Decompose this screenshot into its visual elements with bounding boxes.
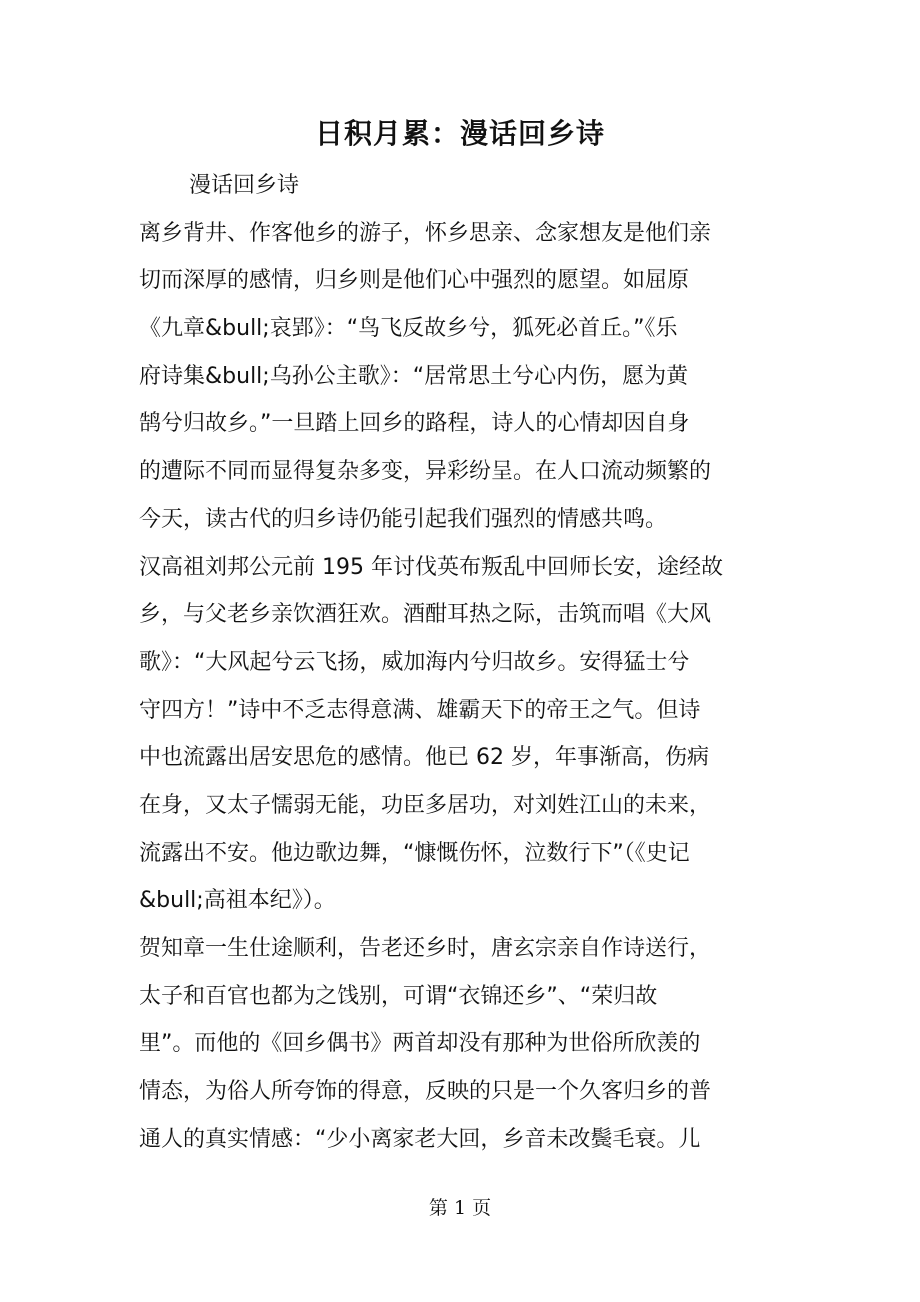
- document-subtitle: 漫话回乡诗: [189, 173, 300, 198]
- body-line: 太子和百官也都为之饯别，可谓“衣锦还乡”、“荣归故: [139, 983, 658, 1009]
- body-line: 情态，为俗人所夸饰的得意，反映的只是一个久客归乡的普: [139, 1079, 712, 1105]
- body-line: 鹄兮归故乡。”一旦踏上回乡的路程，诗人的心情却因自身: [139, 411, 690, 437]
- body-line: 乡，与父老乡亲饮酒狂欢。酒酣耳热之际，击筑而唱《大风: [139, 602, 712, 628]
- body-line: 流露出不安。他边歌边舞，“慷慨伤怀，泣数行下”（《史记: [139, 840, 690, 866]
- body-line: 《九章&bull;哀郢》：“鸟飞反故乡兮，狐死必首丘。”《乐: [139, 316, 678, 342]
- body-line: 守四方！”诗中不乏志得意满、雄霸天下的帝王之气。但诗: [139, 697, 701, 723]
- body-line: 歌》：“大风起兮云飞扬，威加海内兮归故乡。安得猛士兮: [139, 649, 690, 675]
- body-line: 的遭际不同而显得复杂多变，异彩纷呈。在人口流动频繁的: [139, 459, 712, 485]
- document-body: [139, 162, 789, 1163]
- body-line: 今天，读古代的归乡诗仍能引起我们强烈的情感共鸣。: [139, 506, 668, 532]
- body-line: 离乡背井、作客他乡的游子，怀乡思亲、念家想友是他们亲: [139, 220, 712, 246]
- body-line: 切而深厚的感情，归乡则是他们心中强烈的愿望。如屈原: [139, 268, 690, 294]
- body-line: 在身，又太子懦弱无能，功臣多居功，对刘姓江山的未来，: [139, 792, 712, 818]
- body-line: &bull;高祖本纪》）。: [139, 888, 336, 914]
- body-line: 贺知章一生仕途顺利，告老还乡时，唐玄宗亲自作诗送行，: [139, 936, 712, 961]
- body-line: 中也流露出居安思危的感情。他已 62 岁，年事渐高，伤病: [139, 745, 709, 771]
- body-line: 里”。而他的《回乡偶书》两首却没有那种为世俗所欣羡的: [139, 1031, 701, 1057]
- body-line: 府诗集&bull;乌孙公主歌》：“居常思土兮心内伤，愿为黄: [139, 363, 689, 389]
- document-title: 日积月累：漫话回乡诗: [314, 117, 605, 150]
- page-number: 第 1 页: [428, 1197, 492, 1219]
- body-line: 汉高祖刘邦公元前 195 年讨伐英布叛乱中回师长安，途经故: [139, 554, 723, 580]
- body-line: 通人的真实情感：“少小离家老大回，乡音未改鬓毛衰。儿: [139, 1126, 701, 1152]
